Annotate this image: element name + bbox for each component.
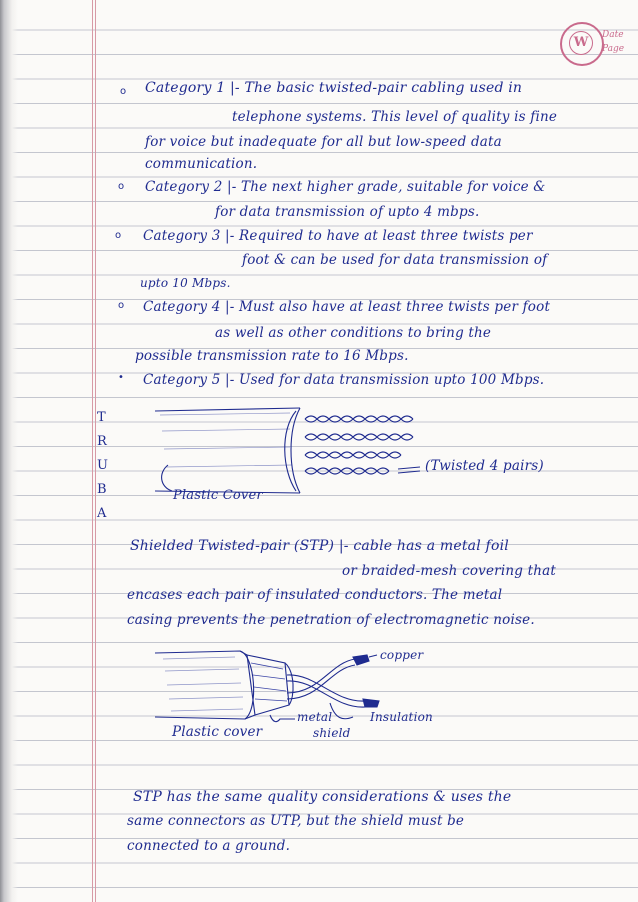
- line-stp-2: or braided-mesh covering that: [342, 563, 556, 579]
- logo-letter: W: [569, 31, 593, 55]
- twisted-pair-2: [305, 434, 413, 440]
- line-cat4-3: possible transmission rate to 16 Mbps.: [135, 348, 409, 364]
- margin-letter-2: R: [97, 434, 107, 449]
- copper-tip-2: [363, 699, 379, 707]
- bullet-5: •: [118, 372, 124, 383]
- fig2-label-copper: copper: [380, 648, 424, 662]
- metal-pointer: [270, 715, 295, 722]
- label-pointer-line: [398, 467, 420, 473]
- line-cat1-2: telephone systems. This level of quality is fine: [232, 109, 558, 125]
- line-cat2: Category 2 |- The next higher grade, suitable for voice &: [145, 179, 546, 195]
- line-cat1-3: for voice but inadequate for all but low-speed data: [145, 134, 502, 150]
- line-cat3-3: upto 10 Mbps.: [140, 276, 231, 290]
- margin-letter-3: U: [97, 458, 109, 473]
- fig2-label-insulation: Insulation: [370, 710, 433, 724]
- line-cat4-2: as well as other conditions to bring the: [215, 325, 492, 341]
- line-cat4: Category 4 |- Must also have at least three twists per foot: [143, 299, 551, 315]
- stp-cable-figure: [155, 645, 395, 725]
- fig2-label-cover: Plastic cover: [172, 724, 263, 740]
- margin-line-left: [92, 0, 93, 902]
- cable-end-cut: [291, 408, 300, 493]
- line-cat2-2: for data transmission of upto 4 mbps.: [215, 204, 480, 220]
- line-stp-7: connected to a ground.: [127, 838, 291, 854]
- margin-line-left-2: [95, 0, 96, 902]
- cable-cover-top: [155, 408, 300, 411]
- bullet-2: o: [118, 181, 125, 192]
- line-stp-6: same connectors as UTP, but the shield must be: [127, 813, 465, 829]
- line-cat1-4: communication.: [145, 156, 258, 172]
- twisted-pair-figure: [150, 405, 450, 495]
- brand-logo-stamp: [560, 22, 604, 66]
- twisted-pair-4: [305, 468, 389, 474]
- binding-edge: [0, 0, 18, 902]
- line-stp-5: STP has the same quality considerations & uses the: [133, 789, 512, 805]
- page-label: Page: [602, 44, 625, 54]
- line-cat1: Category 1 |- The basic twisted-pair cabling used in: [145, 80, 523, 96]
- fig1-label-pairs: (Twisted 4 pairs): [425, 458, 544, 474]
- line-cat5: Category 5 |- Used for data transmission upto 100 Mbps.: [143, 372, 545, 388]
- bullet-1: o: [120, 86, 127, 97]
- line-cat3-2: foot & can be used for data transmission of: [242, 252, 548, 268]
- line-stp-4: casing prevents the penetration of electromagnetic noise.: [127, 612, 535, 628]
- copper-tip: [353, 655, 369, 665]
- bullet-4: o: [118, 300, 125, 311]
- fig1-label-cover: Plastic Cover: [173, 488, 263, 503]
- margin-letter-4: B: [97, 482, 107, 497]
- line-stp-1: Shielded Twisted-pair (STP) |- cable has a metal foil: [130, 538, 509, 554]
- date-label: Date: [602, 30, 624, 40]
- line-cat3: Category 3 |- Required to have at least three twists per: [143, 228, 533, 244]
- fig2-label-shield: shield: [313, 726, 351, 740]
- margin-letter-1: T: [97, 410, 106, 425]
- fig2-label-metal: metal: [297, 710, 333, 724]
- twisted-pair-1: [305, 416, 413, 422]
- bullet-3: o: [115, 230, 122, 241]
- margin-letter-5: A: [97, 506, 107, 521]
- twisted-pair-3: [305, 452, 401, 458]
- line-stp-3: encases each pair of insulated conductors. The metal: [127, 587, 503, 603]
- cover-pointer-arrow: [162, 465, 172, 491]
